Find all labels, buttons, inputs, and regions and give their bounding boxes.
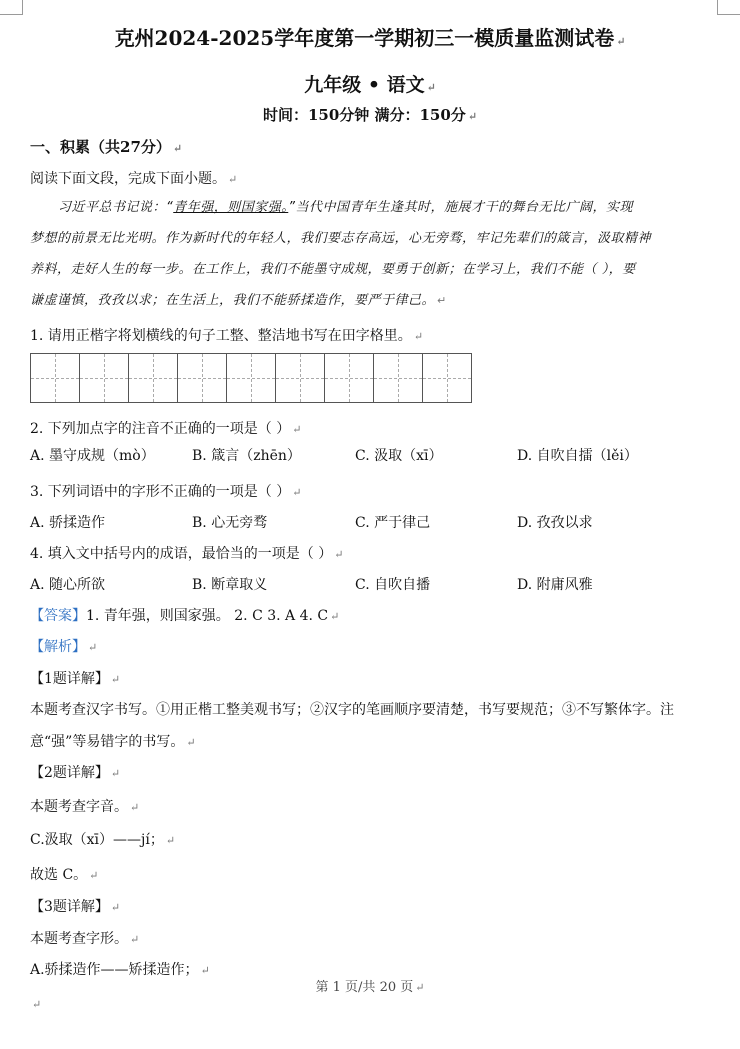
grid-cell <box>226 353 276 403</box>
q4-option-c: C. 自吹自播 <box>355 577 431 593</box>
q3-option-d: D. 孜孜以求 <box>517 515 593 531</box>
reading-passage: 习近平总书记说：“青年强，则国家强。”当代中国青年生逢其时，施展才干的舞台无比广阔，实现 梦想的前景无比光明。作为新时代的年轻人，我们要志存高远，心无旁骛，牢记先辈们的箴言，汲取精神 养料，走好人生的每一步。在工作上，我们不能墨守成规，要勇于创新；在学习上，我们不能（ ），要 谦虚谨慎，孜孜以求；在生活上，我们不能骄揉造作，要严于律己。 ↵ <box>30 200 652 308</box>
q2-option-a: A. 墨守成规（mò） <box>30 448 155 464</box>
q4-option-d: D. 附庸风雅 <box>517 577 593 593</box>
q4-option-a: A. 随心所欲 <box>30 577 106 593</box>
grid-cell <box>177 353 227 403</box>
answer-line: 【答案】1. 青年强，则国家强。 2. C 3. A 4. C ↵ <box>30 608 340 624</box>
grid-cell <box>275 353 325 403</box>
question-3: 3. 下列词语中的字形不正确的一项是（ ） ↵ <box>30 484 302 500</box>
grid-cell <box>30 353 80 403</box>
analysis-tag: 【解析】 <box>30 639 86 655</box>
detail-1-text-1: 本题考查汉字书写。①用正楷工整美观书写；②汉字的笔画顺序要清楚，书写要规范；③不写繁体字。注 <box>30 702 674 718</box>
grid-cell <box>422 353 472 403</box>
detail-1-heading: 【1题详解】 ↵ <box>30 671 121 687</box>
analysis-line: 【解析】 ↵ <box>30 639 98 655</box>
crop-mark-top-right <box>717 0 740 15</box>
grid-cell <box>79 353 129 403</box>
q3-option-a: A. 骄揉造作 <box>30 515 106 531</box>
grid-cell <box>128 353 178 403</box>
detail-2-text-1: 本题考查字音。 ↵ <box>30 799 140 815</box>
section-heading: 一、积累（共27分） ↵ <box>30 138 183 156</box>
intro-text: 阅读下面文段，完成下面小题。 ↵ <box>30 171 238 187</box>
question-2: 2. 下列加点字的注音不正确的一项是（ ） ↵ <box>30 421 302 437</box>
tianzige-grid <box>30 353 472 403</box>
exam-meta: 时间：150分钟 满分：150分 ↵ <box>262 106 478 124</box>
q3-option-b: B. 心无旁骛 <box>192 515 268 531</box>
detail-3-text-2: A.骄揉造作——矫揉造作； ↵ <box>30 962 210 978</box>
crop-mark-top-left <box>0 0 23 15</box>
question-4: 4. 填入文中括号内的成语，最恰当的一项是（ ） ↵ <box>30 546 344 562</box>
q2-option-d: D. 自吹自擂（lěi） <box>517 448 638 464</box>
detail-3-text-1: 本题考查字形。 ↵ <box>30 931 140 947</box>
answer-tag: 【答案】 <box>30 608 86 624</box>
detail-2-text-2: C.汲取（xī）——jí； ↵ <box>30 832 176 848</box>
question-1: 1. 请用正楷字将划横线的句子工整、整洁地书写在田字格里。 ↵ <box>30 328 424 344</box>
exam-title: 克州2024-2025学年度第一学期初三一模质量监测试卷 ↵ <box>114 26 626 50</box>
q2-option-c: C. 汲取（xī） <box>355 448 443 464</box>
detail-2-heading: 【2题详解】 ↵ <box>30 765 121 781</box>
detail-1-text-2: 意“强”等易错字的书写。 ↵ <box>30 734 196 750</box>
detail-2-text-3: 故选 C。 ↵ <box>30 867 99 883</box>
q4-option-b: B. 断章取义 <box>192 577 268 593</box>
underlined-sentence: 青年强，则国家强。 <box>173 200 289 215</box>
detail-3-heading: 【3题详解】 ↵ <box>30 899 121 915</box>
page-footer: 第 1 页/共 20 页 ↵ <box>315 980 425 995</box>
q3-option-c: C. 严于律己 <box>355 515 431 531</box>
trailing-paragraph-mark: ↵ <box>32 998 42 1011</box>
grid-cell <box>324 353 374 403</box>
grid-cell <box>373 353 423 403</box>
exam-subtitle: 九年级 • 语文 ↵ <box>304 74 436 96</box>
q2-option-b: B. 箴言（zhēn） <box>192 448 301 464</box>
